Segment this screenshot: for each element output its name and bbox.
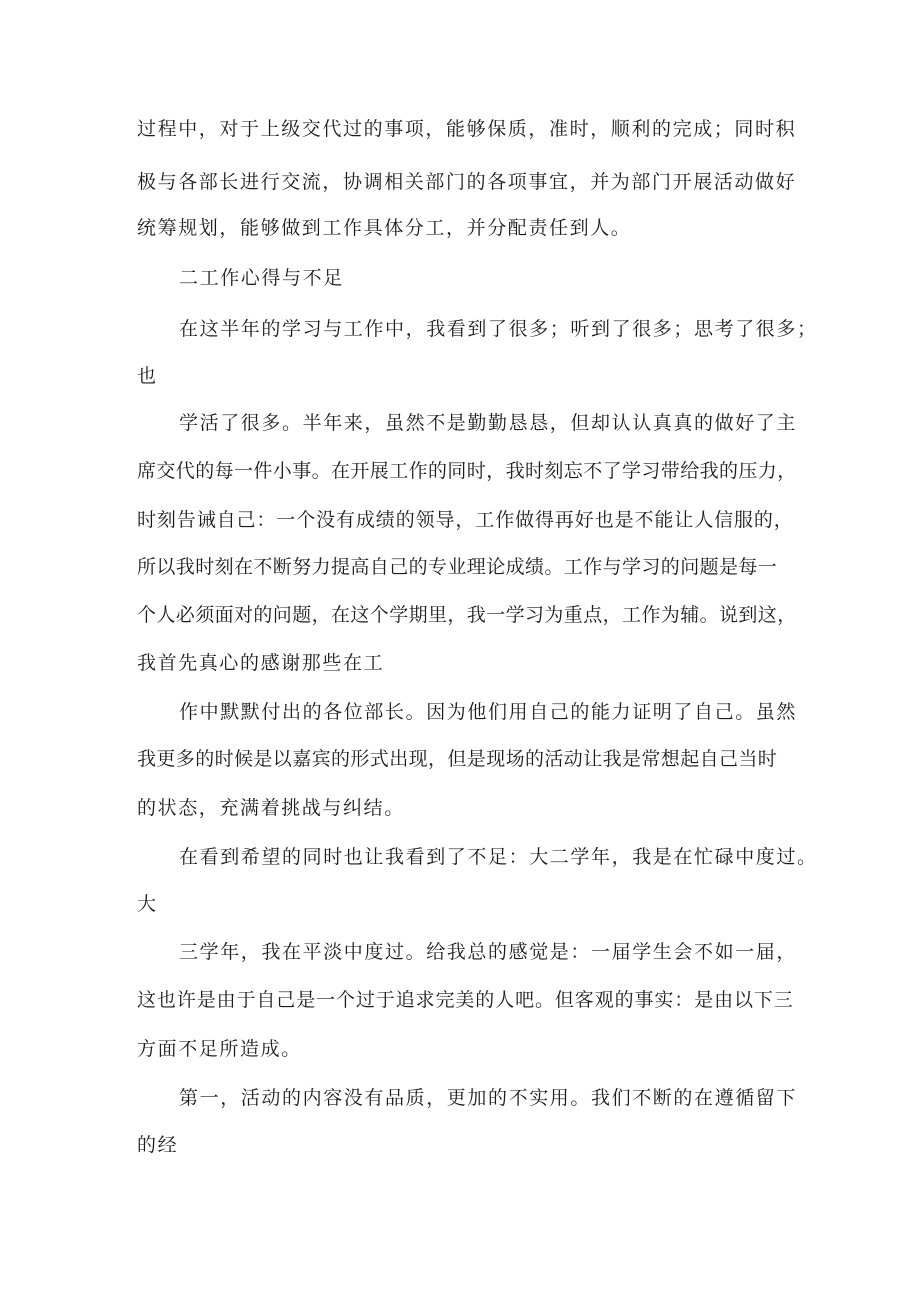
text-line: 极与各部长进行交流，协调相关部门的各项事宜，并为部门开展活动做好: [137, 171, 797, 193]
text-line: 第一，活动的内容没有品质，更加的不实用。我们不断的在遵循留下: [179, 1087, 798, 1109]
text-line: 作中默默付出的各位部长。因为他们用自己的能力证明了自己。虽然: [179, 701, 798, 723]
text-line: 所以我时刻在不断努力提高自己的专业理论成绩。工作与学习的问题是每一: [137, 556, 778, 578]
text-line: 统筹规划，能够做到工作具体分工，并分配责任到人。: [137, 217, 632, 239]
text-line: 也: [137, 365, 158, 387]
text-line: 三学年，我在平淡中度过。给我总的感觉是：一届学生会不如一届，: [179, 941, 798, 963]
text-line: 时刻告诫自己：一个没有成绩的领导，工作做得再好也是不能让人信服的，: [137, 509, 794, 531]
text-line: 我更多的时候是以嘉宾的形式出现，但是现场的活动让我是常想起自己当时: [137, 748, 778, 770]
text-line: 的状态，充满着挑战与纠结。: [137, 797, 405, 819]
text-line: 我首先真心的感谢那些在工: [137, 652, 385, 674]
text-line: 在这半年的学习与工作中，我看到了很多；听到了很多；思考了很多；: [179, 318, 818, 340]
text-line: 大: [137, 893, 158, 915]
text-line: 学活了很多。半年来，虽然不是勤勤恳恳，但却认认真真的做好了主: [179, 412, 798, 434]
text-line: 在看到希望的同时也让我看到了不足：大二学年，我是在忙碌中度过。: [179, 846, 818, 868]
text-line: 这也许是由于自己是一个过于追求完美的人吧。但客观的事实：是由以下三: [137, 989, 794, 1011]
text-line: 方面不足所造成。: [137, 1038, 302, 1060]
text-line: 席交代的每一件小事。在开展工作的同时，我时刻忘不了学习带给我的压力，: [137, 460, 797, 482]
text-line: 的经: [137, 1134, 179, 1156]
section-heading: 二工作心得与不足: [179, 267, 344, 289]
text-line: 过程中，对于上级交代过的事项，能够保质，准时，顺利的完成；同时积: [137, 118, 797, 140]
text-line: 个人必须面对的问题，在这个学期里，我一学习为重点，工作为辅。说到这，: [137, 604, 797, 626]
